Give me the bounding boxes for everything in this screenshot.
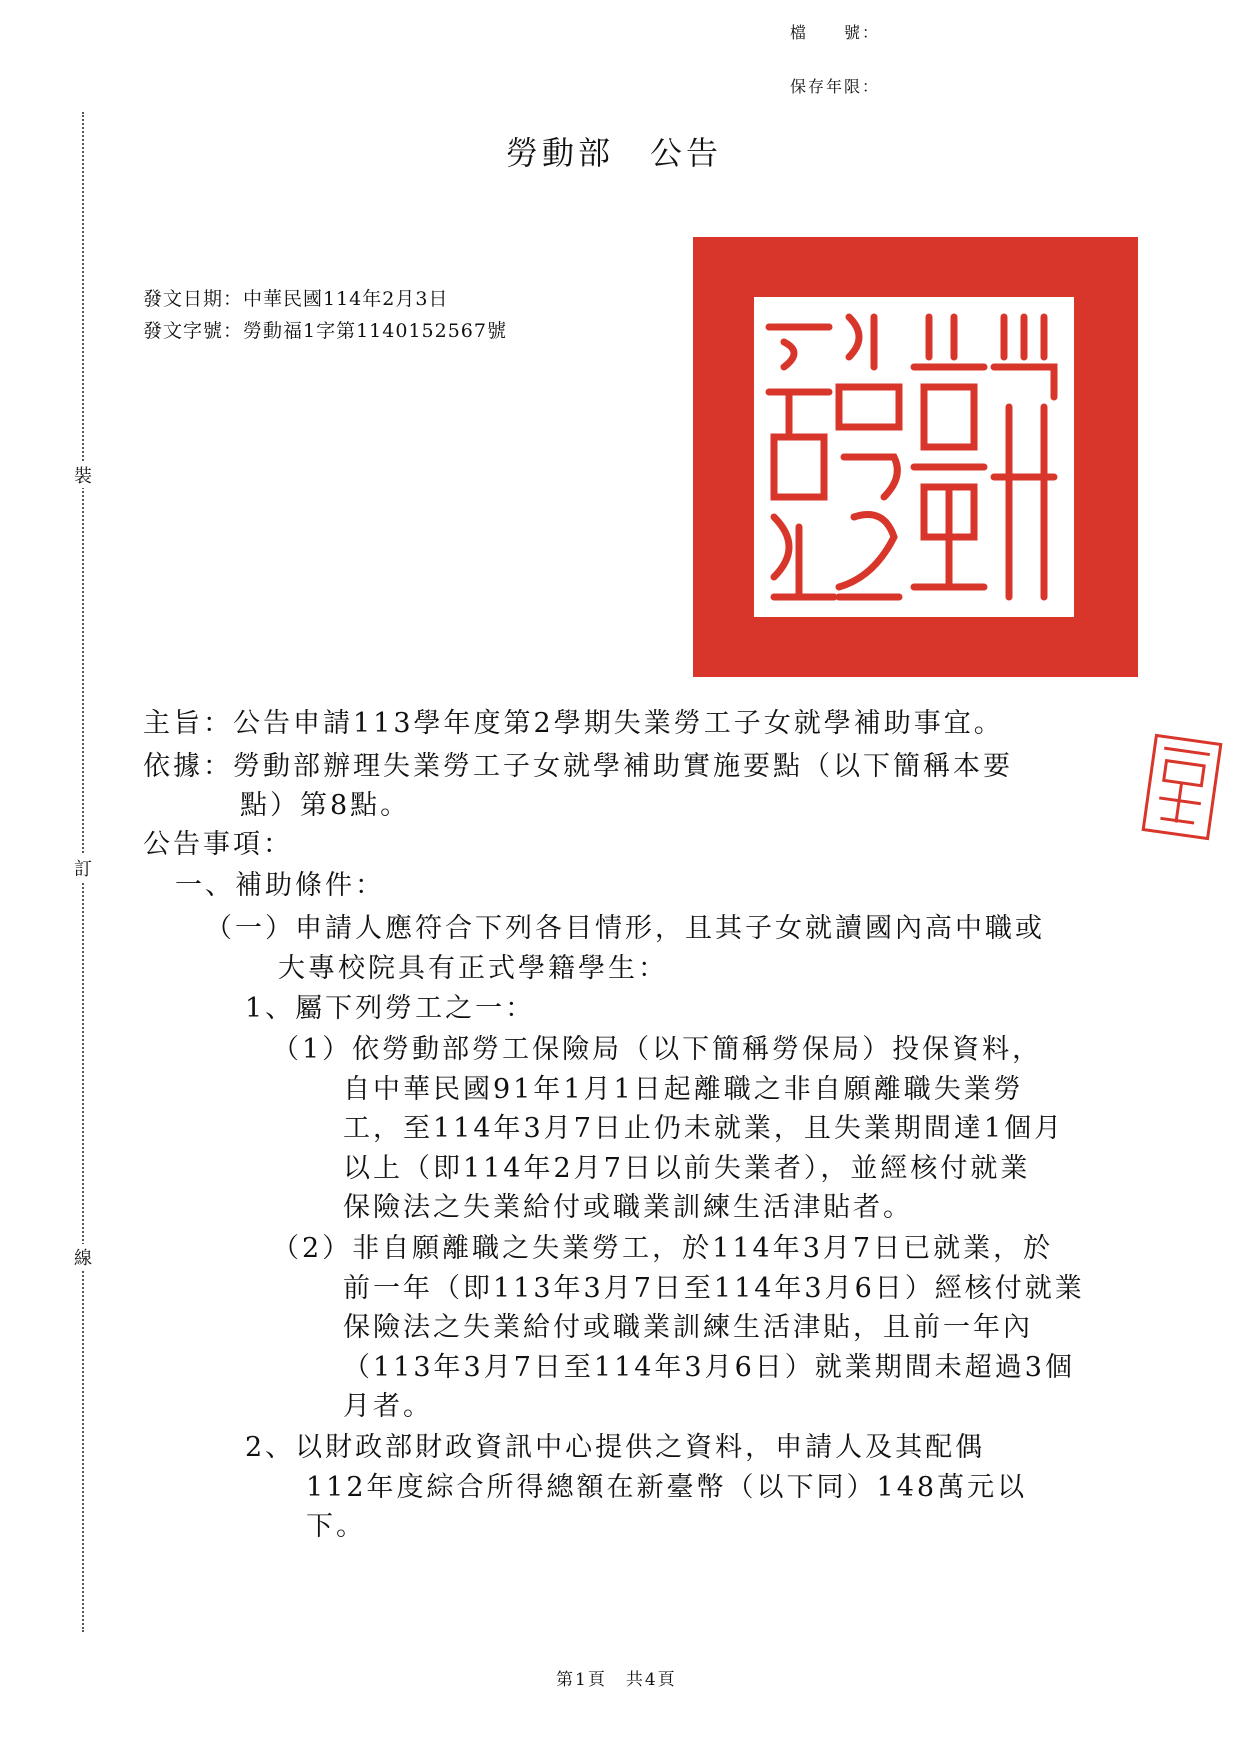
point-1-line-5: 保險法之失業給付或職業訓練生活津貼者。 <box>343 1192 913 1223</box>
issue-reference-number: 發文字號：勞動福1字第1140152567號 <box>143 320 507 342</box>
section-1-heading: 一、補助條件： <box>175 870 385 901</box>
sub-item-1: 1、屬下列勞工之一： <box>245 993 536 1024</box>
basis-line-1: 依據：勞動部辦理失業勞工子女就學補助實施要點（以下簡稱本要 <box>143 751 1013 782</box>
point-2-line-3: 保險法之失業給付或職業訓練生活津貼，且前一年內 <box>343 1312 1033 1343</box>
sub-item-2-line-1: 2、以財政部財政資訊中心提供之資料，申請人及其配偶 <box>245 1432 986 1463</box>
sub-item-2-line-3: 下。 <box>306 1511 366 1542</box>
margin-mark-xian: 線 <box>74 1244 92 1270</box>
issue-date: 發文日期：中華民國114年2月3日 <box>143 288 449 310</box>
point-2-line-5: 月者。 <box>343 1391 433 1422</box>
point-1-line-4: 以上（即114年2月7日以前失業者），並經核付就業 <box>343 1153 1031 1184</box>
page-title: 勞動部 公告 <box>506 134 723 172</box>
point-2-line-1: （2）非自願離職之失業勞工，於114年3月7日已就業，於 <box>272 1233 1054 1264</box>
margin-mark-zhuang: 裝 <box>74 462 92 488</box>
item-1-line-2: 大專校院具有正式學籍學生： <box>278 953 668 984</box>
margin-mark-ding: 訂 <box>74 855 92 881</box>
subject-line: 主旨：公告申請113學年度第2學期失業勞工子女就學補助事宜。 <box>143 708 1004 739</box>
side-seal-stamp <box>1142 734 1223 841</box>
point-1-line-3: 工，至114年3月7日止仍未就業，且失業期間達1個月 <box>343 1113 1065 1144</box>
seal-script-glyphs-icon <box>754 297 1074 617</box>
sub-item-2-line-2: 112年度綜合所得總額在新臺幣（以下同）148萬元以 <box>306 1472 1028 1503</box>
point-2-line-4: （113年3月7日至114年3月6日）就業期間未超過3個 <box>343 1352 1075 1383</box>
official-seal <box>693 237 1138 677</box>
retention-period-label: 保存年限： <box>790 77 881 96</box>
notice-heading: 公告事項： <box>143 829 293 860</box>
point-1-line-2: 自中華民國91年1月1日起離職之非自願離職失業勞 <box>343 1074 1024 1105</box>
page-number: 第1頁 共4頁 <box>556 1670 677 1690</box>
point-2-line-2: 前一年（即113年3月7日至114年3月6日）經核付就業 <box>343 1273 1085 1304</box>
point-1-line-1: （1）依勞動部勞工保險局（以下簡稱勞保局）投保資料， <box>272 1034 1043 1065</box>
item-1-line-1: （一）申請人應符合下列各目情形，且其子女就讀國內高中職或 <box>205 913 1045 944</box>
seal-inner-field <box>754 297 1074 617</box>
file-number-label: 檔 號： <box>790 23 881 42</box>
basis-line-2: 點）第8點。 <box>240 790 411 821</box>
small-seal-glyphs-icon <box>1145 737 1219 837</box>
